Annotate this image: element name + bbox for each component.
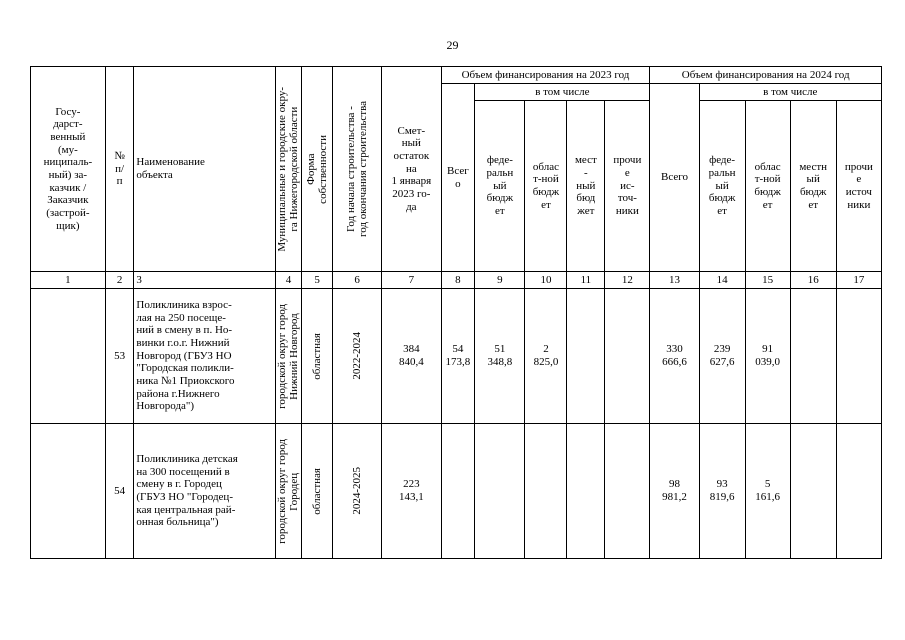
row-years: 2022-2024 — [351, 332, 364, 380]
header-total-2023: Всег о — [441, 84, 475, 272]
row-regional-2023 — [525, 424, 567, 559]
row-total-2023 — [441, 424, 475, 559]
row-regional-2024: 91 039,0 — [745, 289, 790, 424]
row-years-cell — [333, 289, 382, 424]
table-row — [31, 289, 882, 424]
header-years: Год начала строительства - год окончания строительства — [344, 101, 370, 237]
row-remaining: 223 143,1 — [382, 424, 441, 559]
header-remaining: Смет- ный остаток на 1 января 2023 го- да — [382, 67, 441, 272]
column-number: 2 — [105, 272, 134, 289]
row-other-2024 — [836, 289, 881, 424]
row-total-2023: 54 173,8 — [441, 289, 475, 424]
row-total-2024: 330 666,6 — [650, 289, 699, 424]
row-number: 53 — [105, 289, 134, 424]
column-number: 1 — [31, 272, 106, 289]
row-ownership: областная — [311, 332, 324, 380]
column-number: 8 — [441, 272, 475, 289]
row-object-name: Поликлиника взрос- лая на 250 посеще- ний в смену в п. Но- винки г.о.г. Нижний Новгород (ГБУЗ НО "Городская поликли- ника №1 Приокского района г.Нижнего Новгорода") — [134, 289, 275, 424]
column-number: 5 — [302, 272, 333, 289]
column-number-row — [31, 272, 882, 289]
header-number: № п/ п — [105, 67, 134, 272]
column-number: 10 — [525, 272, 567, 289]
column-number: 7 — [382, 272, 441, 289]
page-number: 29 — [446, 38, 459, 52]
row-municipality: городской округ город Городец — [276, 438, 301, 544]
header-row-1 — [31, 67, 882, 84]
header-regional-2024: облас т-ной бюдж ет — [745, 101, 790, 272]
row-customer — [31, 424, 106, 559]
column-number: 6 — [333, 272, 382, 289]
column-number: 15 — [745, 272, 790, 289]
header-municipality: Муниципальные и городские окру- га Нижегородской области — [276, 86, 301, 252]
row-ownership-cell — [302, 289, 333, 424]
row-other-2024 — [836, 424, 881, 559]
header-object-name: Наименование объекта — [134, 67, 275, 272]
column-number: 17 — [836, 272, 881, 289]
header-municipality-cell — [275, 67, 302, 272]
column-number: 12 — [605, 272, 650, 289]
row-federal-2023: 51 348,8 — [475, 289, 525, 424]
row-ownership: областная — [311, 467, 324, 515]
row-object-name: Поликлиника детская на 300 посещений в смену в г. Городец (ГБУЗ НО "Городец- кая центральная рай- онная больница") — [134, 424, 275, 559]
financing-table — [30, 66, 882, 559]
column-number: 16 — [790, 272, 836, 289]
column-number: 14 — [699, 272, 745, 289]
row-years: 2024-2025 — [351, 467, 364, 515]
row-federal-2024: 239 627,6 — [699, 289, 745, 424]
header-local-2023: мест - ный бюд жет — [567, 101, 605, 272]
header-fin-2024: Объем финансирования на 2024 год — [650, 67, 882, 84]
row-ownership-cell — [302, 424, 333, 559]
row-other-2023 — [605, 289, 650, 424]
header-customer: Госу- дарст- венный (му- ниципаль- ный) за- казчик / Заказчик (застрой- щик) — [31, 67, 106, 272]
header-federal-2023: феде- ральн ый бюдж ет — [475, 101, 525, 272]
header-federal-2024: феде- ральн ый бюдж ет — [699, 101, 745, 272]
row-other-2023 — [605, 424, 650, 559]
row-remaining: 384 840,4 — [382, 289, 441, 424]
row-municipality-cell — [275, 424, 302, 559]
header-local-2024: местн ый бюдж ет — [790, 101, 836, 272]
header-fin-2023: Объем финансирования на 2023 год — [441, 67, 650, 84]
row-federal-2024: 93 819,6 — [699, 424, 745, 559]
row-years-cell — [333, 424, 382, 559]
table-row — [31, 424, 882, 559]
header-years-cell — [333, 67, 382, 272]
row-municipality-cell — [275, 289, 302, 424]
header-ownership: Форма собственности — [305, 134, 330, 204]
header-including-2023: в том числе — [475, 84, 650, 101]
row-local-2023 — [567, 289, 605, 424]
header-other-2023: прочи е ис- точ- ники — [605, 101, 650, 272]
column-number: 13 — [650, 272, 699, 289]
row-municipality: городской округ город Нижний Новгород — [276, 303, 301, 409]
column-number: 11 — [567, 272, 605, 289]
row-federal-2023 — [475, 424, 525, 559]
header-including-2024: в том числе — [699, 84, 881, 101]
row-local-2023 — [567, 424, 605, 559]
header-ownership-cell — [302, 67, 333, 272]
row-local-2024 — [790, 424, 836, 559]
row-number: 54 — [105, 424, 134, 559]
column-number: 4 — [275, 272, 302, 289]
header-total-2024: Всего — [650, 84, 699, 272]
column-number: 3 — [134, 272, 275, 289]
row-regional-2024: 5 161,6 — [745, 424, 790, 559]
row-regional-2023: 2 825,0 — [525, 289, 567, 424]
header-regional-2023: облас т-ной бюдж ет — [525, 101, 567, 272]
header-other-2024: прочи е источ ники — [836, 101, 881, 272]
row-local-2024 — [790, 289, 836, 424]
row-customer — [31, 289, 106, 424]
row-total-2024: 98 981,2 — [650, 424, 699, 559]
column-number: 9 — [475, 272, 525, 289]
